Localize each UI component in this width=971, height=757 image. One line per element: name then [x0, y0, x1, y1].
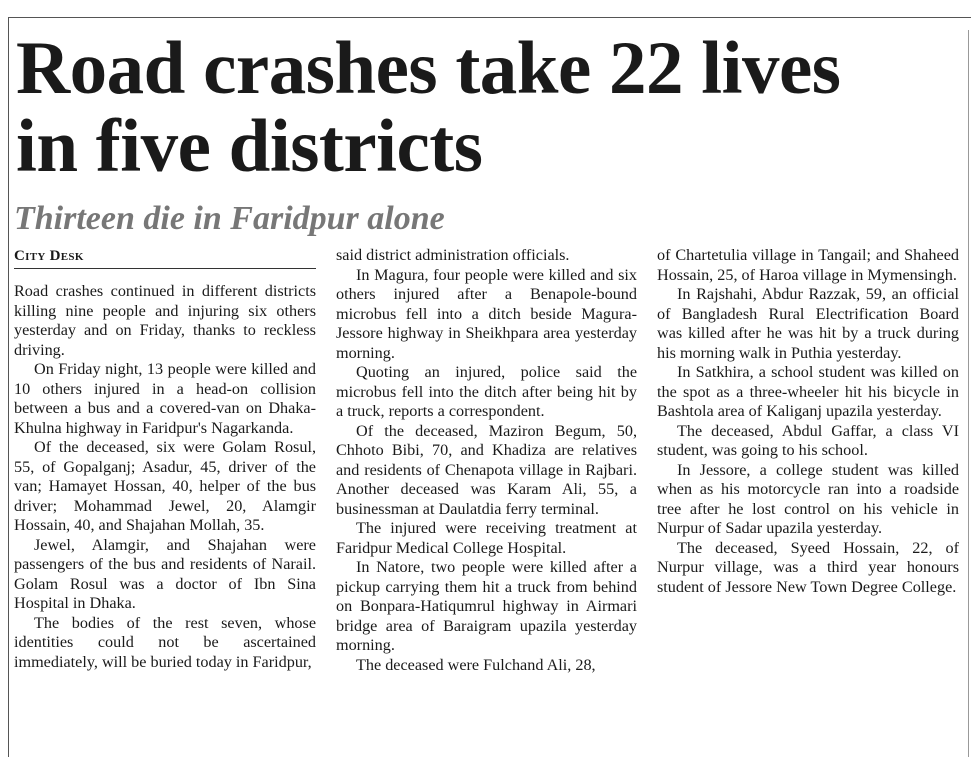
byline: City Desk [14, 248, 84, 264]
paragraph: The deceased, Abdul Gaffar, a class VI student, was going to his school. [657, 421, 959, 459]
paragraph: In Magura, four people were killed and six others injured after a Benapole-bound microbus fell into a ditch beside Magura-Jessore highway in Sheikhpara area yesterday morning. [336, 265, 637, 362]
paragraph: Jewel, Alamgir, and Shajahan were passengers of the bus and residents of Narail. Golam Rosul was a doctor of Ibn Sina Hospital in Dhaka. [14, 535, 316, 612]
paragraph: On Friday night, 13 people were killed and 10 others injured in a head-on collision between a bus and a covered-van on Dhaka-Khulna highway in Faridpur's Nagarkanda. [14, 360, 316, 437]
article-column-2 [336, 246, 637, 675]
headline [16, 27, 966, 188]
top-border-rule [8, 17, 971, 18]
right-border-rule [968, 30, 969, 757]
left-border-rule [8, 17, 9, 757]
paragraph: In Rajshahi, Abdur Razzak, 59, an official of Bangladesh Rural Electrification Board was killed after he was hit by a truck during his morning walk in Puthia yesterday. [657, 285, 959, 362]
paragraph: The deceased were Fulchand Ali, 28, [356, 655, 596, 674]
headline-line-1: Road crashes take 22 lives [16, 27, 841, 110]
headline-line-2: in five districts [16, 105, 483, 188]
article-column-1 [14, 282, 316, 672]
paragraph: Quoting an injured, police said the microbus fell into the ditch after being hit by a truck, reports a correspondent. [336, 363, 637, 420]
paragraph: said district administration officials. [336, 246, 570, 264]
paragraph: The deceased, Syeed Hossain, 22, of Nurpur village, was a third year honours student of Jessore New Town Degree College. [657, 538, 959, 596]
article-column-3 [657, 246, 959, 597]
byline-divider [14, 268, 316, 269]
subheadline: Thirteen die in Faridpur alone [14, 200, 445, 237]
paragraph: In Natore, two people were killed after a pickup carrying them hit a truck from behind on Bonpara-Hatiqumrul highway in Airmari bridge area of Baraigram upazila yesterday morning. [336, 558, 637, 654]
paragraph: The injured were receiving treatment at Faridpur Medical College Hospital. [336, 519, 637, 557]
paragraph: In Satkhira, a school student was killed on the spot as a three-wheeler hit his bicycle in Bashtola area of Kaliganj upazila yesterday. [657, 363, 959, 420]
paragraph: The bodies of the rest seven, whose identities could not be ascertained immediately, will be buried today in Faridpur, [14, 613, 316, 671]
paragraph: In Jessore, a college student was killed when as his motorcycle ran into a roadside tree after he lost control on his vehicle in Nurpur of Sadar upazila yesterday. [657, 460, 959, 537]
paragraph: Of the deceased, Maziron Begum, 50, Chhoto Bibi, 70, and Khadiza are relatives and residents of Chenapota village in Rajbari. Another deceased was Karam Ali, 55, a businessman at Daulatdia ferry terminal. [336, 421, 637, 518]
paragraph: Road crashes continued in different districts killing nine people and injuring six others yesterday and on Friday, thanks to reckless driving. [14, 282, 316, 359]
paragraph: Of the deceased, six were Golam Rosul, 55, of Gopalganj; Asadur, 45, driver of the van; Hamayet Hossan, 40, helper of the bus driver; Mohammad Jewel, 20, Alamgir Hossain, 40, and Shajahan Mollah, 35. [14, 438, 316, 534]
paragraph: of Chartetulia village in Tangail; and Shaheed Hossain, 25, of Haroa village in Mymensingh. [657, 246, 959, 284]
